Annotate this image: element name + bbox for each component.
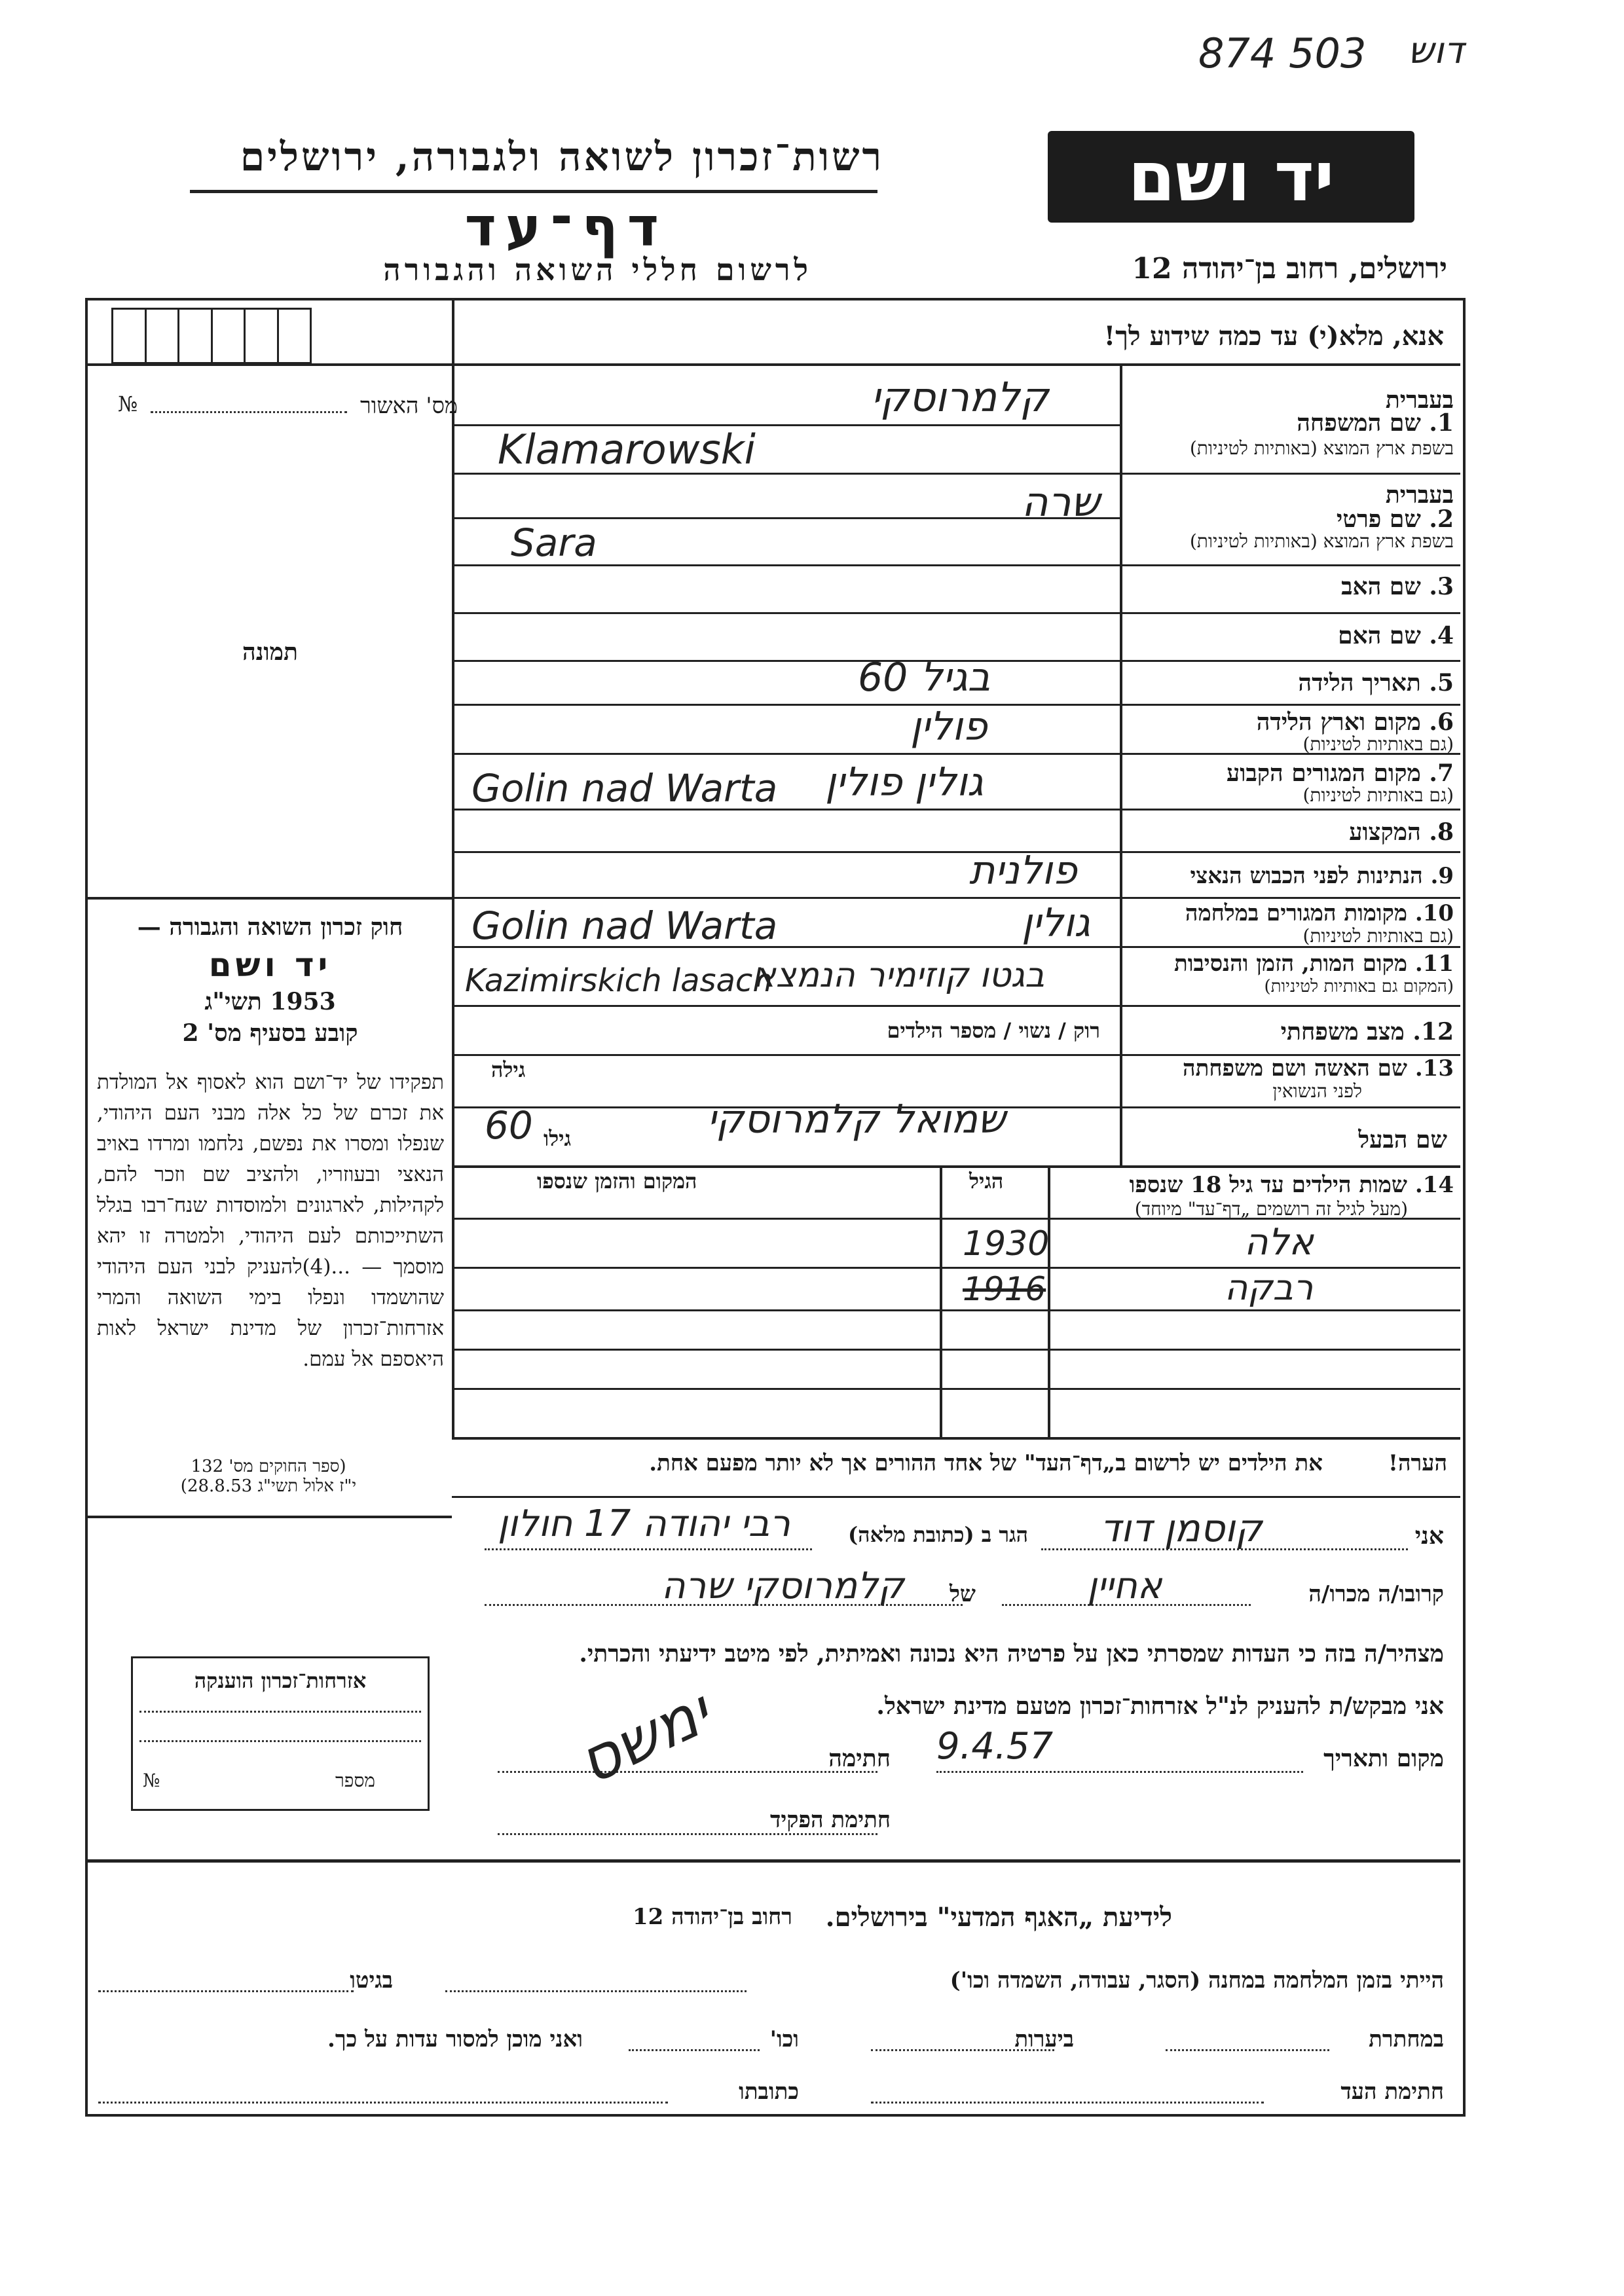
row-line	[452, 851, 1460, 853]
logo-text: יד ושם	[1128, 137, 1335, 217]
child-age-1: 1930	[963, 1224, 1050, 1264]
row-line	[452, 612, 1460, 614]
field6-label: 6. מקום וארץ הלידה	[1256, 708, 1454, 736]
children-name-divider	[1048, 1165, 1050, 1437]
row-line	[452, 1309, 1460, 1311]
field1-hebrew-tag: בעברית	[1385, 386, 1454, 414]
field7-sub: (גם באותיות לטיניות)	[1302, 784, 1454, 806]
note-label: הערה!	[1388, 1450, 1447, 1476]
field4-label: 4. שם האם	[1338, 622, 1454, 649]
archive-mark: דוש	[1408, 29, 1464, 72]
first-name-latin: Sara	[511, 520, 597, 565]
row-line	[452, 1005, 1460, 1007]
declarant-i: אני	[1414, 1522, 1444, 1550]
place-date-value: 9.4.57	[936, 1725, 1054, 1768]
child-name-2: רבקה	[1225, 1267, 1314, 1308]
declaration-text: מצהיר/ה בזה כי העדות שמסרתי כאן על פרטיה היא נכונה ואמיתית, לפי מיטב ידיעתי והכרתי.	[579, 1640, 1444, 1667]
law-title: חוק זכרון השואה והגבורה —	[137, 913, 403, 941]
field13-sub: לפני הנשואין	[1272, 1080, 1362, 1102]
intro-text: אנא, מלא(י) עד כמה שידוע לך!	[1103, 321, 1444, 352]
approval-label: מס' האשור	[360, 393, 458, 419]
form-subtitle: לרשום חללי השואה והגבורה	[383, 252, 812, 287]
citizenship-title: אזרחות־זכרון הוענקה	[194, 1668, 367, 1693]
row-line	[452, 1165, 1460, 1168]
field11-sub: (המקום גם באותיות לטיניות)	[1264, 977, 1454, 996]
citizenship-number-label: מספר	[335, 1770, 375, 1791]
footer-ghetto: בגיטו	[350, 1967, 393, 1994]
label-column-divider	[1120, 363, 1122, 1165]
footer-witness-address: כתובתו	[739, 2079, 799, 2105]
husband-label: שם הבעל	[1358, 1126, 1447, 1154]
signature-label: חתימה	[828, 1745, 891, 1772]
footer-etc: וכו'	[769, 2026, 799, 2052]
signature-line	[498, 1771, 877, 1773]
footer-address: רחוב בן־יהודה 12	[632, 1904, 792, 1930]
husband-age-label: גילו	[544, 1126, 572, 1151]
field2-label: 2. שם פרטי	[1336, 505, 1454, 533]
clerk-label: חתימת הפקיד	[769, 1807, 891, 1833]
footer-witness-signature: חתימת העד	[1340, 2079, 1444, 2105]
of-label: של	[950, 1581, 976, 1607]
yad-vashem-logo	[1048, 131, 1414, 223]
law-divider	[85, 1516, 452, 1518]
left-column-divider	[452, 298, 454, 1437]
footer-line1: הייתי בזמן המלחמה במחנה (הסגר, עבודה, השמדה וכו')	[950, 1967, 1444, 1994]
law-ref-2: י"ז אלול תשי"ג 28.8.53)	[180, 1476, 357, 1496]
field1-label: 1. שם המשפחה	[1297, 409, 1454, 437]
resides-label: הגר ב (כתובת מלאה)	[848, 1522, 1028, 1547]
law-block	[98, 913, 442, 1047]
approval-line	[151, 411, 347, 413]
child-age-2: 1916	[963, 1270, 1046, 1308]
law-ref-1: (ספר החוקים מס' 132	[191, 1457, 346, 1476]
husband-name: שמואל קלמרוסקי	[707, 1097, 1006, 1142]
child-name-1: אלה	[1244, 1221, 1314, 1264]
row-line	[452, 564, 1460, 566]
field2-sub: בשפת ארץ המוצא (באותיות לטיניות)	[1189, 530, 1454, 552]
children-place-header: המקום והזמן שנספו	[537, 1169, 697, 1194]
intro-divider	[85, 363, 1460, 366]
law-name: יד ושם	[208, 946, 332, 984]
row-line	[452, 517, 1120, 519]
signature: ימשס	[568, 1677, 721, 1798]
declarant-name: קוסמן דוד	[1100, 1506, 1263, 1550]
approval-no: №	[118, 392, 138, 416]
children-sub: (מעל לגיל זה רושמים „דף־עד" מיוחד)	[1134, 1198, 1408, 1220]
witness-address-line	[98, 2102, 668, 2104]
husband-age: 60	[485, 1103, 533, 1148]
clerk-line	[498, 1833, 877, 1835]
children-age-divider	[940, 1165, 942, 1437]
form-name: דף־עד	[464, 196, 668, 259]
footer-forests: ביערות	[1014, 2026, 1074, 2052]
war-residence-latin: Golin nad Warta	[471, 903, 778, 948]
etc-line	[629, 2049, 760, 2051]
first-name-hebrew: שרה	[1022, 478, 1100, 526]
field13-label: 13. שם האשה ושם משפחתה	[1183, 1055, 1454, 1082]
forests-line	[871, 2049, 1054, 2051]
field12-label: 12. מצב משפחתי	[1280, 1018, 1454, 1046]
address: ירושלים, רחוב בן־יהודה 12	[1132, 252, 1447, 285]
footer-ready: ואני מוכן למסור עדות על כך.	[327, 2026, 583, 2052]
war-residence-hebrew: גולין	[1022, 900, 1090, 946]
row-line	[452, 897, 1460, 899]
field3-label: 3. שם האב	[1341, 573, 1454, 600]
field10-label: 10. מקומות המגורים במלחמה	[1185, 900, 1454, 926]
death-place-hebrew: בגטו קוזימיר הנמצא	[753, 956, 1045, 995]
field7-label: 7. מקום המגורים הקבוע	[1226, 759, 1454, 787]
footer-heading: לידיעת „האגף המדעי" בירושלים.	[825, 1902, 1172, 1933]
declarant-of-name: קלמרוסקי שרה	[661, 1565, 904, 1607]
citizenship-no: №	[143, 1770, 160, 1791]
birth-date-value: בגיל 60	[858, 655, 991, 701]
wife-age-label: גילה	[491, 1057, 526, 1082]
row-line	[452, 1437, 1460, 1440]
birth-place-value: פולין	[910, 704, 987, 750]
law-reference	[98, 1457, 439, 1496]
photo-divider	[85, 897, 452, 900]
residence-hebrew: גולין פולין	[825, 759, 984, 805]
footer-underground: במחתרת	[1369, 2026, 1444, 2052]
field2-hebrew-tag: בעברית	[1385, 481, 1454, 509]
row-line	[452, 1349, 1460, 1351]
declarant-address: רבי יהודה 17 חולון	[498, 1503, 790, 1545]
note-line	[452, 1496, 1460, 1498]
family-name-latin: Klamarowski	[498, 426, 756, 473]
field6-sub: (גם באותיות לטיניות)	[1302, 733, 1454, 755]
citizenship-box	[131, 1656, 430, 1811]
witness-signature-line	[871, 2102, 1264, 2104]
children-age-header: הגיל	[969, 1169, 1004, 1194]
footer-divider	[85, 1859, 1460, 1863]
family-status-options: רוק / נשוי / מספר הילדים	[887, 1018, 1100, 1043]
field10-sub: (גם באותיות לטיניות)	[1302, 925, 1454, 947]
note-text: את הילדים יש לרשום ב„דף־העד" של אחד ההורים אך לא יותר מפעם אחת.	[649, 1450, 1323, 1476]
children-title: 14. שמות הילדים עד גיל 18 שנספו	[1129, 1172, 1454, 1198]
field9-label: 9. הנתינות לפני הכבוש הנאצי	[1190, 863, 1454, 889]
law-body: תפקידו של יד־ושם הוא לאסוף אל המולדת את זכרם של כל אלה מבני העם היהודי, שנפלו ומסרו את נפשם, נלחמו ומרדו באויב הנאצי ובעוזריו, ולהציב שם וזכר להם, לקהילות, לארגונים ולמוסדות שנח־רבו בגלל השתייכותם לעם היהודי, ולמטרה זו יהא מוסמך — ...(4)להעניק לבני העם היהודי שהושמדו ונפלו בימי השואה והמרי אזרחות־זכרון של מדינת ישראל לאות היאספם אל עמם.	[97, 1070, 444, 1371]
title-underline	[190, 190, 877, 193]
approval-boxes	[111, 308, 312, 364]
field11-label: 11. מקום המות, הזמן והנסיבות	[1173, 951, 1454, 977]
residence-latin: Golin nad Warta	[471, 766, 778, 811]
archive-number: 874 503	[1198, 29, 1367, 77]
field1-sub: בשפת ארץ המוצא (באותיות לטיניות)	[1189, 437, 1454, 459]
address-line	[485, 1548, 812, 1550]
underground-line	[1166, 2049, 1329, 2051]
nationality-value: פולנית	[969, 848, 1077, 894]
declarant-relation: אחיין	[1087, 1565, 1162, 1607]
law-clause: קובע בסעיף מס' 2	[182, 1019, 358, 1047]
relative-label: קרובו/ה מכרו/ה	[1308, 1581, 1444, 1607]
request-text: אני מבקש/ת להעניק לנ"ל אזרחות־זכרון מטעם מדינת ישראל.	[876, 1692, 1444, 1720]
camp-line	[445, 1990, 747, 1992]
authority-title: רשות־זכרון לשואה ולגבורה, ירושלים	[240, 134, 884, 180]
field8-label: 8. המקצוע	[1349, 818, 1454, 846]
death-place-latin: Kazimirskich lasach	[465, 962, 773, 999]
row-line	[452, 1388, 1460, 1390]
place-date-label: מקום ותאריך	[1323, 1745, 1444, 1772]
family-name-hebrew: קלמרוסקי	[871, 373, 1049, 421]
photo-label: תמונה	[242, 638, 298, 666]
place-date-line	[936, 1771, 1303, 1773]
ghetto-line	[98, 1990, 354, 1992]
law-year: 1953 תשי"ג	[204, 988, 336, 1015]
field5-label: 5. תאריך הלידה	[1298, 669, 1454, 697]
